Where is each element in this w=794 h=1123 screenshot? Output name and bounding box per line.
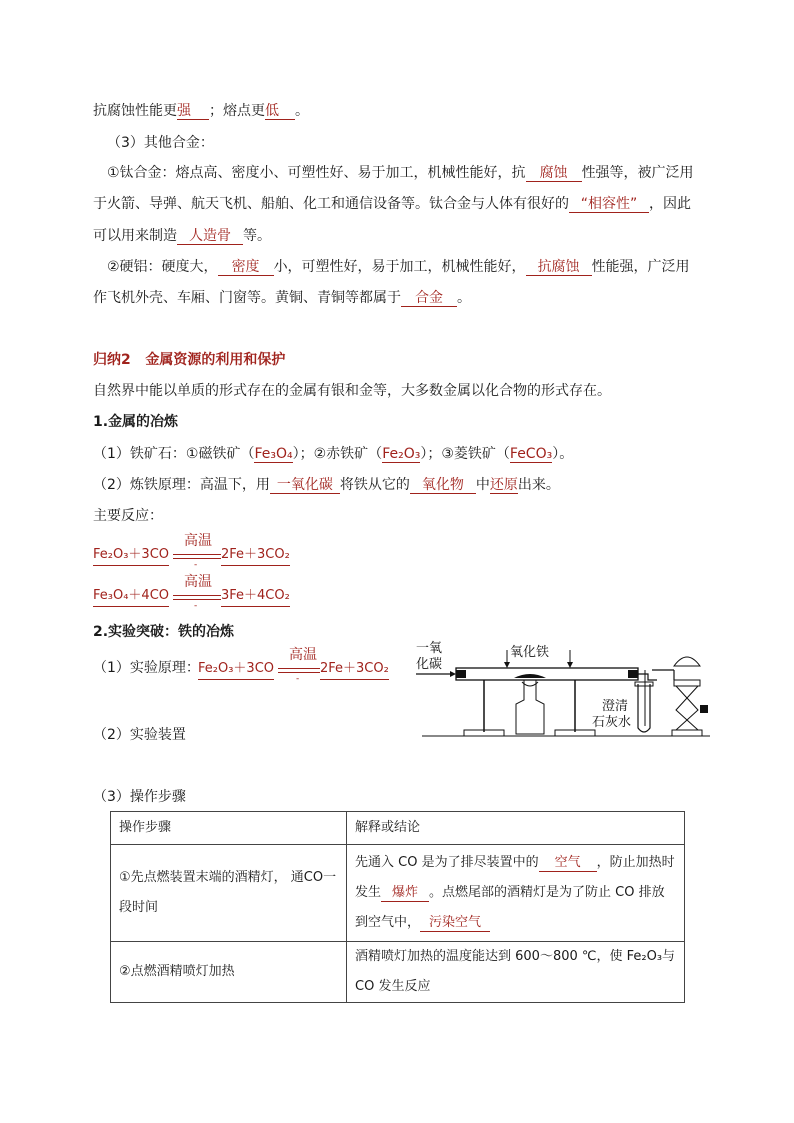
text-line: 于火箭、导弹、航天飞机、船舶、化工和通信设备等。钛合金与人体有很好的 “相容性” ，因此 xyxy=(93,196,691,212)
answer-blank: 爆炸 xyxy=(381,885,429,902)
table-header: 操作步骤 xyxy=(111,812,347,845)
text-line: 自然界中能以单质的形式存在的金属有银和金等，大多数金属以化合物的形式存在。 xyxy=(93,383,611,399)
answer-blank: 污染空气 xyxy=(420,915,490,932)
answer-blank: 合金 xyxy=(401,290,457,307)
section-heading: 归纳2 金属资源的利用和保护 xyxy=(93,352,286,368)
text-line: （3）其他合金： xyxy=(107,135,214,151)
text-line: （2）实验装置 xyxy=(93,727,186,743)
equation: Fe₂O₃＋3CO 高温 - 2Fe＋3CO₂ xyxy=(198,647,389,684)
text-line: 可以用来制造 人造骨 等。 xyxy=(93,228,271,244)
text-line: （1）实验原理： xyxy=(93,660,200,676)
answer-blank: 一氧化碳 xyxy=(270,477,340,494)
answer-blank: 密度 xyxy=(218,259,274,276)
subsection-title: 1.金属的冶炼 xyxy=(93,414,179,430)
text-line: （1）铁矿石：①磁铁矿（Fe₃O₄）；②赤铁矿（Fe₂O₃）；③菱铁矿（FeCO₃）。 xyxy=(93,446,574,462)
formula-blank: Fe₃O₄ xyxy=(254,446,293,462)
text-line: （2）炼铁原理：高温下，用 一氧化碳 将铁从它的 氧化物 中还原出来。 xyxy=(93,477,560,493)
text-line: 主要反应： xyxy=(93,508,163,524)
table-cell: 酒精喷灯加热的温度能达到 600～800 ℃，使 Fe₂O₃与 CO 发生反应 xyxy=(347,942,685,1003)
glass-tube xyxy=(456,668,638,680)
answer-blank: 强 xyxy=(177,103,209,120)
formula-blank: Fe₂O₃ xyxy=(382,446,421,462)
answer-blank: 氧化物 xyxy=(410,477,476,494)
table-row xyxy=(111,942,685,1003)
equation: Fe₃O₄＋4CO 高温 - 3Fe＋4CO₂ xyxy=(93,574,290,611)
apparatus-diagram xyxy=(412,640,712,740)
answer-blank: “相容性” xyxy=(569,196,649,213)
subsection-title: 2.实验突破：铁的冶炼 xyxy=(93,624,235,640)
table-cell: ②点燃酒精喷灯加热 xyxy=(111,942,347,1003)
table-header-row xyxy=(111,812,685,845)
answer-blank: 腐蚀 xyxy=(526,165,582,182)
text-line: ①钛合金：熔点高、密度小、可塑性好、易于加工，机械性能好，抗 腐蚀 性强等，被广泛用 xyxy=(107,165,694,181)
table-cell: ①先点燃装置末端的酒精灯， 通CO一段时间 xyxy=(111,845,347,942)
text-line: （3）操作步骤 xyxy=(93,789,186,805)
equation: Fe₂O₃＋3CO 高温 - 2Fe＋3CO₂ xyxy=(93,533,290,570)
answer-blank: 还原 xyxy=(489,477,518,493)
answer-blank: 低 xyxy=(265,103,295,120)
table-header: 解释或结论 xyxy=(347,812,685,845)
co-label: 一氧化碳 xyxy=(416,641,443,672)
formula-blank: FeCO₃ xyxy=(509,446,553,462)
table-cell: 先通入 CO 是为了排尽装置中的 空气 ，防止加热时发生 爆炸 。点燃尾部的酒精灯是为了防止 CO 排放到空气中， 污染空气 xyxy=(347,845,685,942)
answer-blank: 人造骨 xyxy=(177,228,243,245)
text-line: 作飞机外壳、车厢、门窗等。黄铜、青铜等都属于 合金 。 xyxy=(93,290,471,306)
text-line: 抗腐蚀性能更强 ；熔点更低 。 xyxy=(93,103,309,119)
text-line: ②硬铝：硬度大， 密度 小，可塑性好，易于加工，机械性能好， 抗腐蚀 性能强，广泛用 xyxy=(107,259,690,275)
answer-blank: 空气 xyxy=(539,855,597,872)
table-row xyxy=(111,845,685,942)
limewater-label: 澄清石灰水 xyxy=(592,699,632,730)
answer-blank: 抗腐蚀 xyxy=(526,259,592,276)
fe-oxide-label: 氧化铁 xyxy=(510,645,550,660)
steps-table xyxy=(110,811,685,1003)
